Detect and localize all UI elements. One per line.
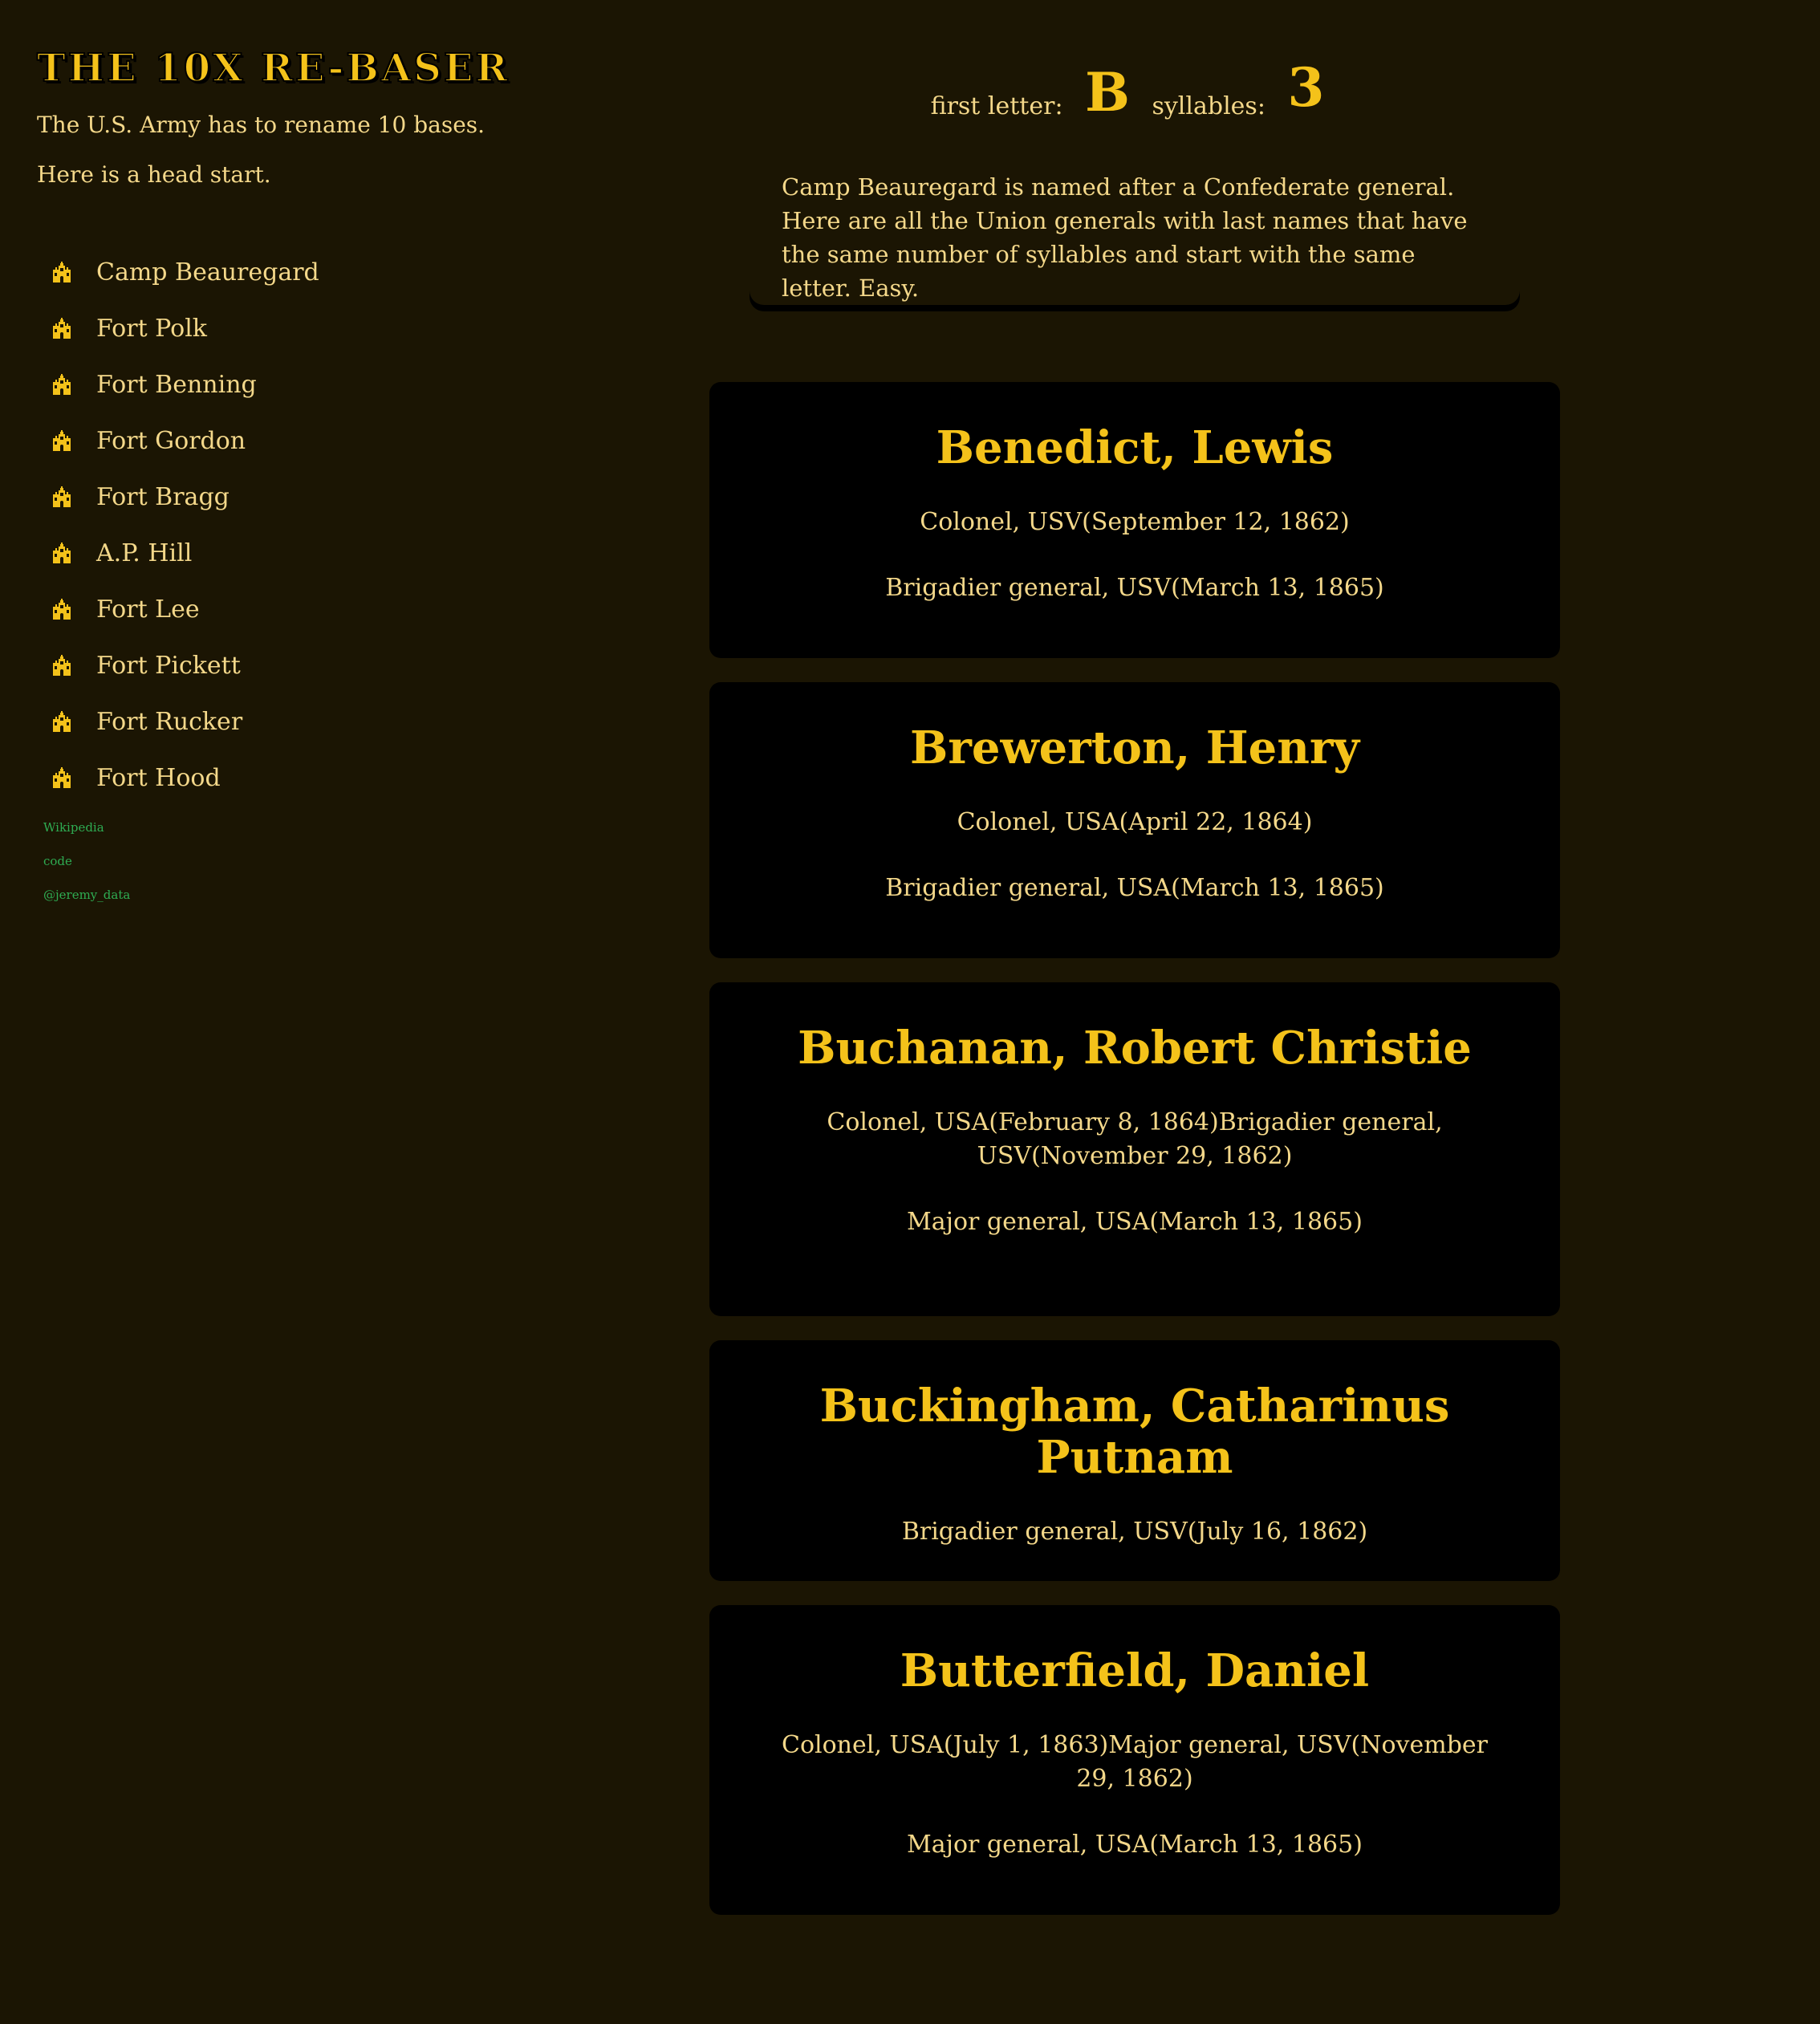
base-item-label: Fort Lee — [96, 595, 200, 624]
base-item-label: Camp Beauregard — [96, 258, 319, 287]
footer-link[interactable]: Wikipedia — [43, 820, 104, 835]
general-rank: Colonel, USA(February 8, 1864)Brigadier general, USV(November 29, 1862) — [827, 1108, 1443, 1170]
footer-link[interactable]: code — [43, 854, 72, 868]
intro-line-1: The U.S. Army has to rename 10 bases. — [37, 112, 485, 138]
first-letter-label: first letter: — [930, 92, 1063, 120]
base-item-label: A.P. Hill — [96, 539, 193, 567]
general-name: Butterfield, Daniel — [900, 1644, 1370, 1697]
general-rank: Colonel, USV(September 12, 1862) — [920, 508, 1350, 536]
general-card — [709, 1340, 1560, 1581]
footer-link[interactable]: @jeremy_data — [43, 888, 131, 902]
base-item[interactable] — [37, 693, 599, 750]
castle-icon — [50, 766, 74, 790]
footer-links — [37, 811, 599, 912]
base-item[interactable] — [37, 750, 599, 806]
base-item[interactable] — [37, 581, 599, 637]
general-name: Buchanan, Robert Christie — [798, 1022, 1472, 1075]
sidebar — [37, 42, 599, 912]
general-card — [709, 382, 1560, 658]
general-card — [709, 982, 1560, 1316]
first-letter-value: B — [1085, 61, 1130, 124]
base-item[interactable] — [37, 413, 599, 469]
base-item[interactable] — [37, 300, 599, 356]
general-card — [709, 1605, 1560, 1915]
app-title: THE 10X RE-BASER — [37, 46, 510, 91]
castle-icon — [50, 597, 74, 621]
general-rank: Brigadier general, USV(March 13, 1865) — [885, 574, 1384, 602]
castle-icon — [50, 485, 74, 509]
explanation-text: Camp Beauregard is named after a Confederate general. Here are all the Union generals with last names that have the same number of syllables and start with the same letter. Easy. — [782, 173, 1468, 302]
base-item-label: Fort Rucker — [96, 707, 243, 736]
base-item[interactable] — [37, 469, 599, 525]
base-item[interactable] — [37, 525, 599, 581]
castle-icon — [50, 316, 74, 340]
general-rank: Brigadier general, USA(March 13, 1865) — [885, 874, 1384, 902]
selection-header — [750, 48, 1520, 305]
castle-icon — [50, 709, 74, 734]
general-card — [709, 682, 1560, 958]
castle-icon — [50, 260, 74, 284]
syllables-label: syllables: — [1152, 92, 1265, 120]
general-rank: Colonel, USA(April 22, 1864) — [957, 808, 1313, 836]
base-item-label: Fort Benning — [96, 370, 257, 399]
castle-icon — [50, 653, 74, 677]
base-item[interactable] — [37, 244, 599, 300]
castle-icon — [50, 429, 74, 453]
base-item[interactable] — [37, 356, 599, 413]
base-item-label: Fort Pickett — [96, 651, 241, 680]
general-rank: Brigadier general, USV(July 16, 1862) — [901, 1518, 1368, 1546]
castle-icon — [50, 541, 74, 565]
letter-syllable-row — [750, 56, 1520, 127]
general-rank: Major general, USA(March 13, 1865) — [907, 1831, 1363, 1859]
syllables-value: 3 — [1287, 56, 1325, 119]
base-item-label: Fort Gordon — [96, 426, 246, 455]
castle-icon — [50, 372, 74, 396]
intro-line-2: Here is a head start. — [37, 161, 271, 188]
base-list — [37, 244, 599, 806]
general-rank: Colonel, USA(July 1, 1863)Major general, USV(November 29, 1862) — [782, 1731, 1488, 1793]
base-item-label: Fort Hood — [96, 763, 221, 792]
base-item[interactable] — [37, 637, 599, 693]
general-name: Brewerton, Henry — [909, 721, 1360, 774]
general-rank: Major general, USA(March 13, 1865) — [907, 1208, 1363, 1236]
general-name: Benedict, Lewis — [936, 421, 1334, 474]
general-cards — [709, 382, 1560, 1915]
base-item-label: Fort Polk — [96, 314, 207, 343]
base-item-label: Fort Bragg — [96, 482, 230, 511]
general-name: Buckingham, Catharinus Putnam — [819, 1380, 1450, 1484]
